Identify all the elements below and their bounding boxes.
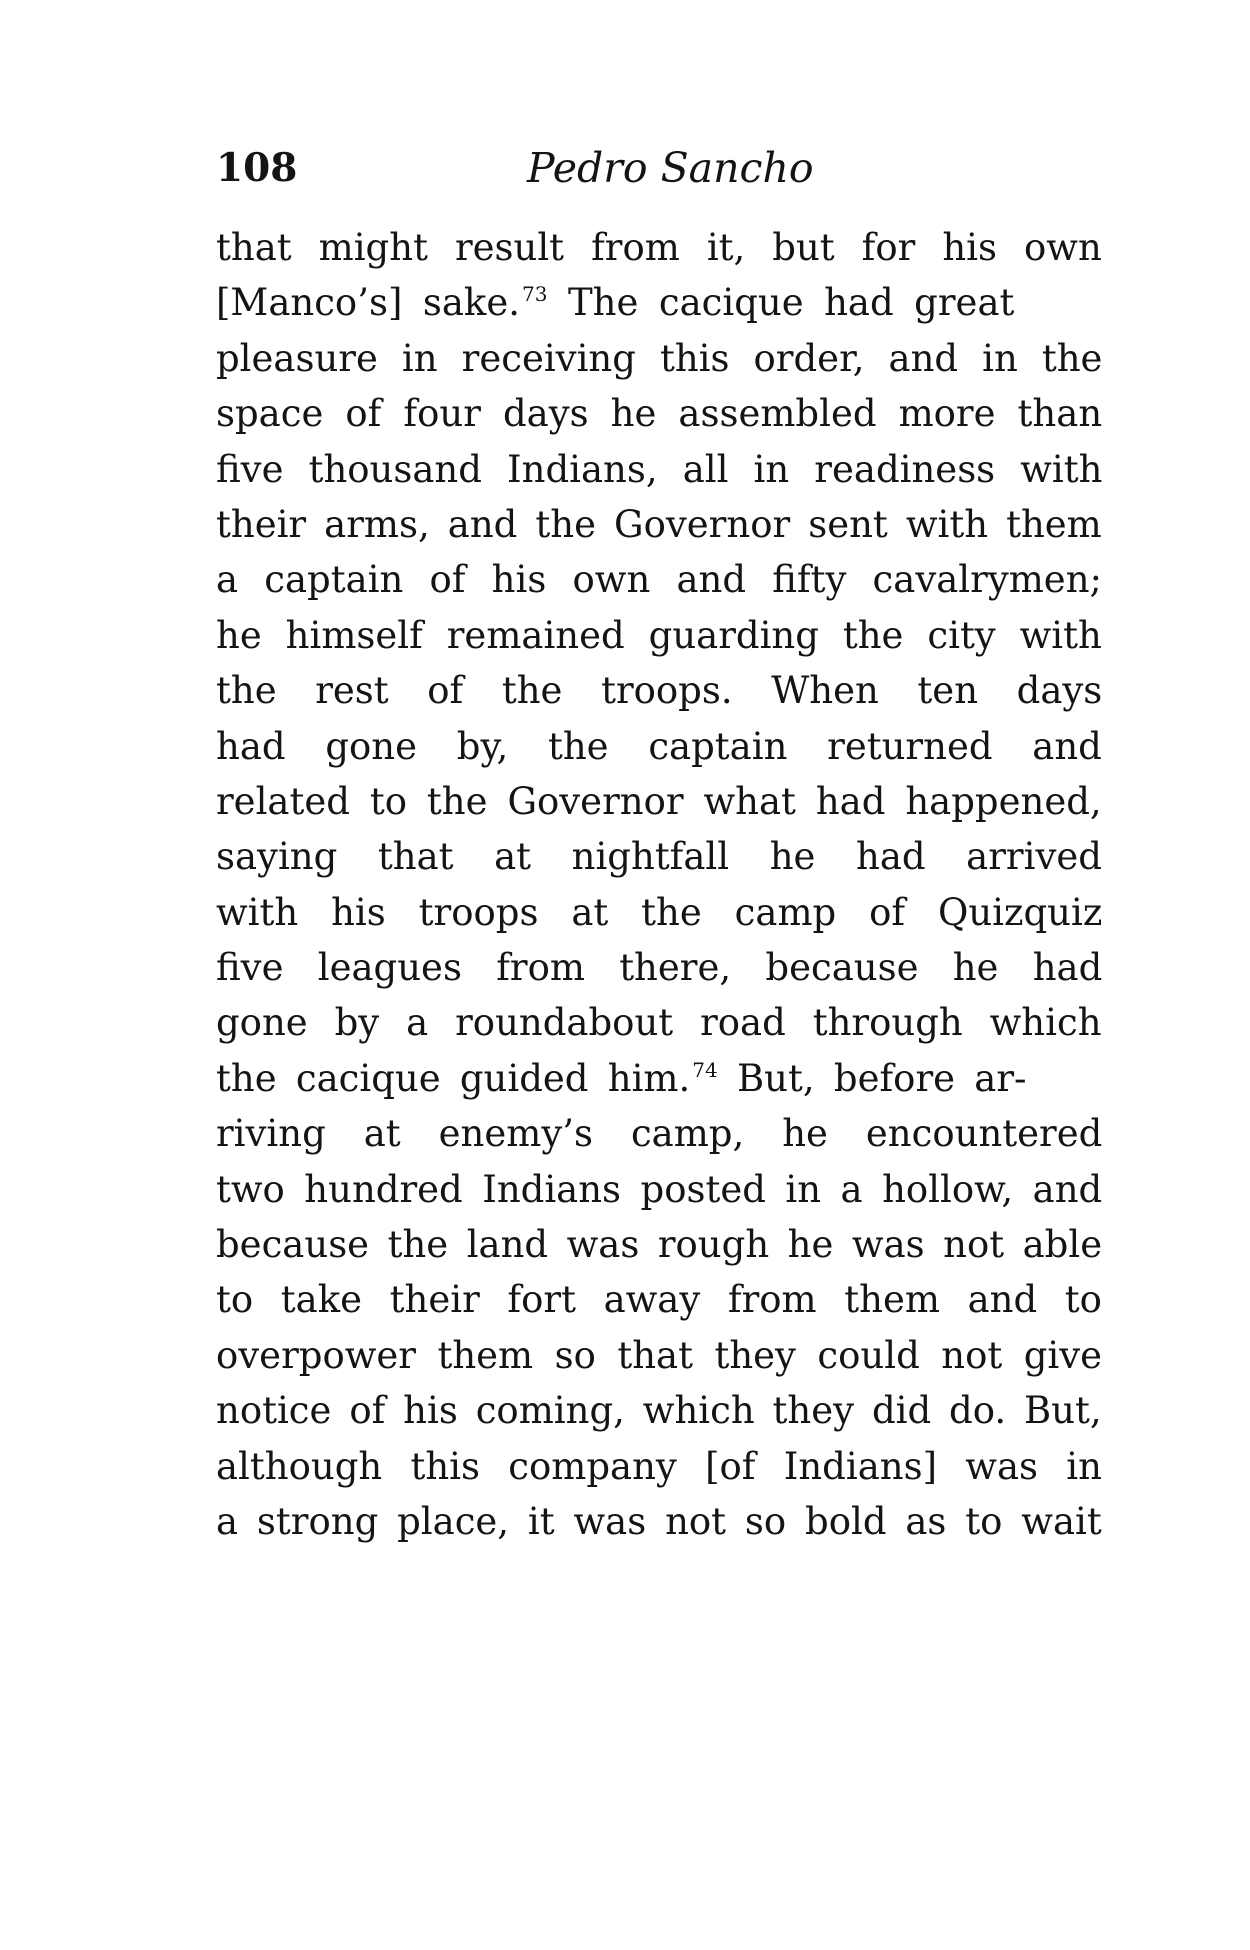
running-head — [216, 138, 1102, 198]
text-line: their arms, and the Governor sent with them — [216, 502, 1102, 546]
text-line: a strong place, it was not so bold as to wait — [216, 1499, 1102, 1543]
text-line: that might result from it, but for his own — [216, 226, 1102, 269]
text-line: a captain of his own and fifty cavalrymen; — [216, 558, 1102, 602]
text-line: related to the Governor what had happened, — [216, 779, 1102, 823]
text-line: five thousand Indians, all in readiness with — [216, 447, 1102, 491]
text-line: riving at enemy’s camp, he encountered — [216, 1112, 1102, 1156]
text-segment: the cacique guided him. — [216, 1056, 691, 1100]
text-line — [216, 275, 1102, 330]
footnote-ref: 73 — [522, 282, 548, 307]
text-line: notice of his coming, which they did do. But, — [216, 1389, 1102, 1433]
text-line: although this company [of Indians] was in — [216, 1444, 1102, 1488]
page-number: 108 — [216, 145, 298, 191]
text-line: because the land was rough he was not able — [216, 1223, 1102, 1267]
text-line: to take their fort away from them and to — [216, 1278, 1102, 1322]
text-line: overpower them so that they could not give — [216, 1333, 1102, 1377]
text-line: with his troops at the camp of Quizquiz — [216, 890, 1102, 934]
footnote-ref: 74 — [692, 1057, 718, 1082]
text-segment: The cacique had great — [547, 281, 1015, 325]
body-text — [216, 220, 1102, 1549]
text-line: had gone by, the captain returned and — [216, 724, 1102, 768]
text-line: saying that at nightfall he had arrived — [216, 835, 1102, 879]
text-line — [216, 1051, 1102, 1106]
text-segment: [Manco’s] sake. — [216, 281, 521, 325]
running-title: Pedro Sancho — [527, 144, 814, 192]
text-line: the rest of the troops. When ten days — [216, 669, 1102, 713]
text-line: gone by a roundabout road through which — [216, 1001, 1102, 1045]
text-segment: But, before ar- — [717, 1056, 1027, 1100]
text-line: pleasure in receiving this order, and in the — [216, 336, 1102, 380]
text-line: two hundred Indians posted in a hollow, and — [216, 1167, 1102, 1211]
text-line: he himself remained guarding the city with — [216, 613, 1102, 657]
text-line: space of four days he assembled more than — [216, 392, 1102, 436]
text-line: five leagues from there, because he had — [216, 946, 1102, 990]
